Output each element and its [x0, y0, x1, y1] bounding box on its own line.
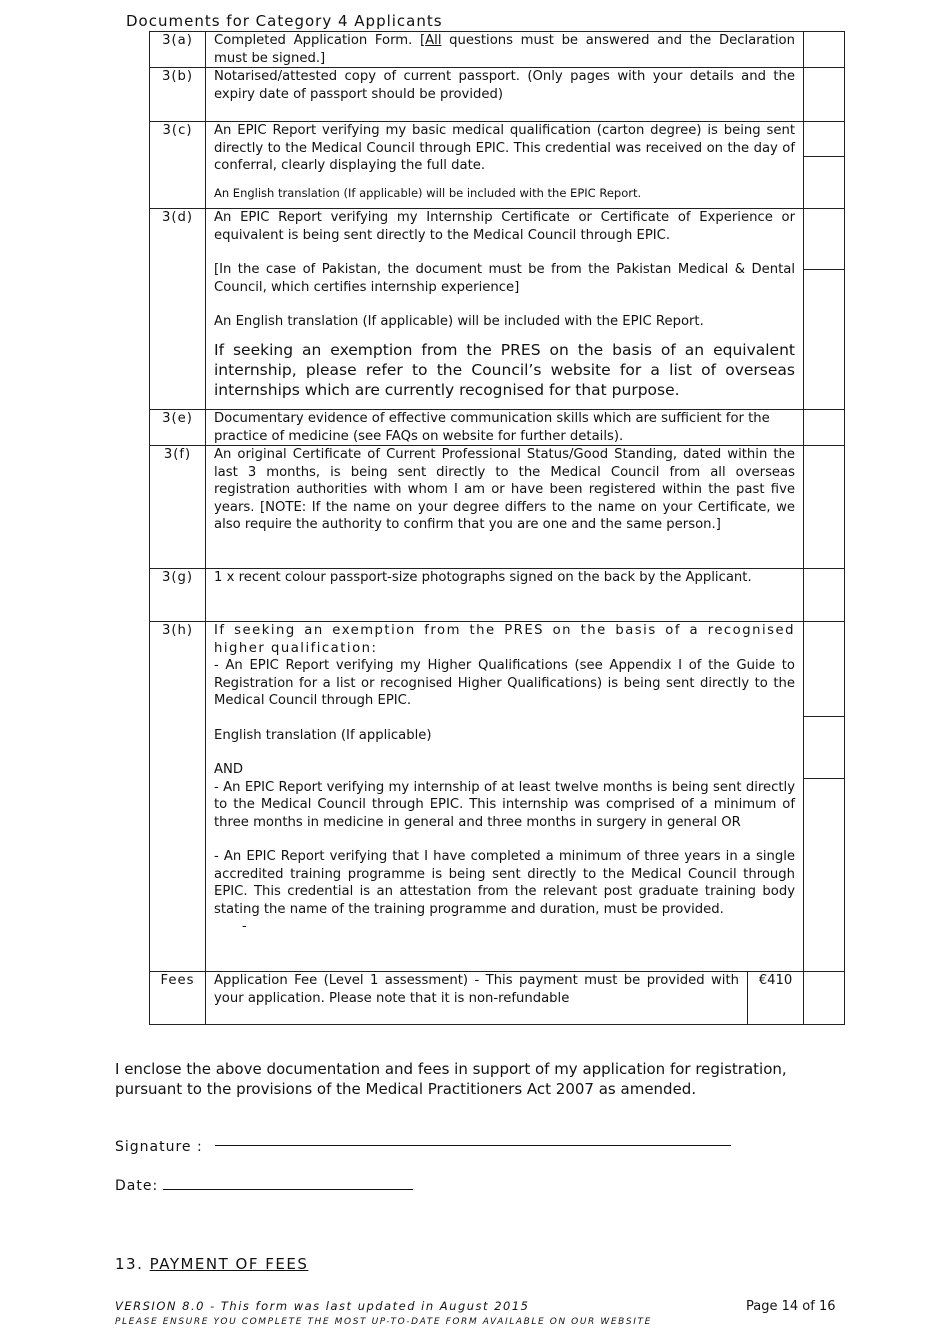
- checkbox-cell[interactable]: [804, 569, 845, 622]
- row-description: Notarised/attested copy of current passport. (Only pages with your details and the expiry date of passport should be provided): [206, 68, 804, 122]
- row-code: 3(b): [150, 68, 206, 122]
- row-description: Application Fee (Level 1 assessment) - This payment must be provided with your application. Please note that it is non-refundable: [206, 972, 748, 1025]
- row-code: 3(a): [150, 32, 206, 68]
- row-code: 3(e): [150, 410, 206, 446]
- row-code: 3(f): [150, 446, 206, 569]
- table-row: [150, 569, 845, 622]
- row-code: 3(g): [150, 569, 206, 622]
- row-code: 3(c): [150, 122, 206, 209]
- row-description: An original Certificate of Current Professional Status/Good Standing, dated within the last 3 months, is being sent directly to the Medical Council from all overseas registration authorities with whom I am or have been registered within the past five years. [NOTE: If the name on your degree differs to the name on your Certificate, we also require the authority to confirm that you are one and the same person.]: [206, 446, 804, 569]
- row-code: Fees: [150, 972, 206, 1025]
- checkbox-cell[interactable]: [804, 32, 845, 68]
- table-row: [150, 122, 845, 209]
- row-code: 3(d): [150, 209, 206, 410]
- page-number: Page 14 of 16: [746, 1299, 836, 1314]
- page-heading: Documents for Category 4 Applicants: [126, 12, 443, 30]
- table-row: [150, 209, 845, 410]
- table-row: [150, 622, 845, 972]
- date-label: Date:: [115, 1178, 159, 1194]
- row-description: 1 x recent colour passport-size photographs signed on the back by the Applicant.: [206, 569, 804, 622]
- row-code: 3(h): [150, 622, 206, 972]
- section-heading: 13. PAYMENT OF FEES: [115, 1255, 309, 1273]
- date-line[interactable]: [163, 1189, 413, 1190]
- footer-version: VERSION 8.0 - This form was last updated in August 2015: [115, 1299, 530, 1313]
- checkbox-cell[interactable]: [804, 68, 845, 122]
- checkbox-cell[interactable]: [804, 622, 845, 972]
- row-description: An EPIC Report verifying my Internship Certificate or Certificate of Experience or equivalent is being sent directly to the Medical Council through EPIC. [In the case of Pakistan, the document must be from the Pakistan Medical & Dental Council, which certifies internship experience] An English translation (If applicable) will be included with the EPIC Report. If seeking an exemption from the PRES on the basis of an equivalent internship, please refer to the Council’s website for a list of overseas internships which are currently recognised for that purpose.: [206, 209, 804, 410]
- table-row: [150, 972, 845, 1025]
- row-description: An EPIC Report verifying my basic medical qualification (carton degree) is being sent directly to the Medical Council through EPIC. This credential was received on the day of conferral, clearly displaying the full date. An English translation (If applicable) will be included with the EPIC Report.: [206, 122, 804, 209]
- row-description: If seeking an exemption from the PRES on the basis of a recognised higher qualification: - An EPIC Report verifying my Higher Qualifications (see Appendix I of the Guide to Registration for a list or recognised Higher Qualifications) is being sent directly to the Medical Council through EPIC. English translation (If applicable) AND - An EPIC Report verifying my internship of at least twelve months is being sent directly to the Medical Council through EPIC. This internship was comprised of a minimum of three months in medicine in general and three months in surgery in general OR - An EPIC Report verifying that I have completed a minimum of three years in a single accredited training programme is being sent directly to the Medical Council through EPIC. This credential is an attestation from the relevant post graduate training body stating the name of the training programme and duration, must be provided. -: [206, 622, 804, 972]
- fee-amount: €410: [747, 972, 803, 1025]
- checkbox-cell[interactable]: [804, 122, 845, 209]
- table-row: [150, 68, 845, 122]
- checkbox-cell[interactable]: [804, 446, 845, 569]
- table-row: [150, 32, 845, 68]
- signature-line[interactable]: [215, 1145, 731, 1146]
- documents-table: [149, 31, 845, 1025]
- row-description: Documentary evidence of effective communication skills which are sufficient for the practice of medicine (see FAQs on website for further details).: [206, 410, 804, 446]
- footer-note: PLEASE ENSURE YOU COMPLETE THE MOST UP-TO-DATE FORM AVAILABLE ON OUR WEBSITE: [115, 1317, 652, 1327]
- declaration-text: I enclose the above documentation and fees in support of my application for registration, pursuant to the provisions of the Medical Practitioners Act 2007 as amended.: [115, 1060, 787, 1098]
- signature-label: Signature :: [115, 1139, 203, 1155]
- checkbox-cell[interactable]: [804, 410, 845, 446]
- checkbox-cell[interactable]: [804, 972, 845, 1025]
- table-row: [150, 410, 845, 446]
- row-description: Completed Application Form. [All questions must be answered and the Declaration must be signed.]: [206, 32, 804, 68]
- table-row: [150, 446, 845, 569]
- checkbox-cell[interactable]: [804, 209, 845, 410]
